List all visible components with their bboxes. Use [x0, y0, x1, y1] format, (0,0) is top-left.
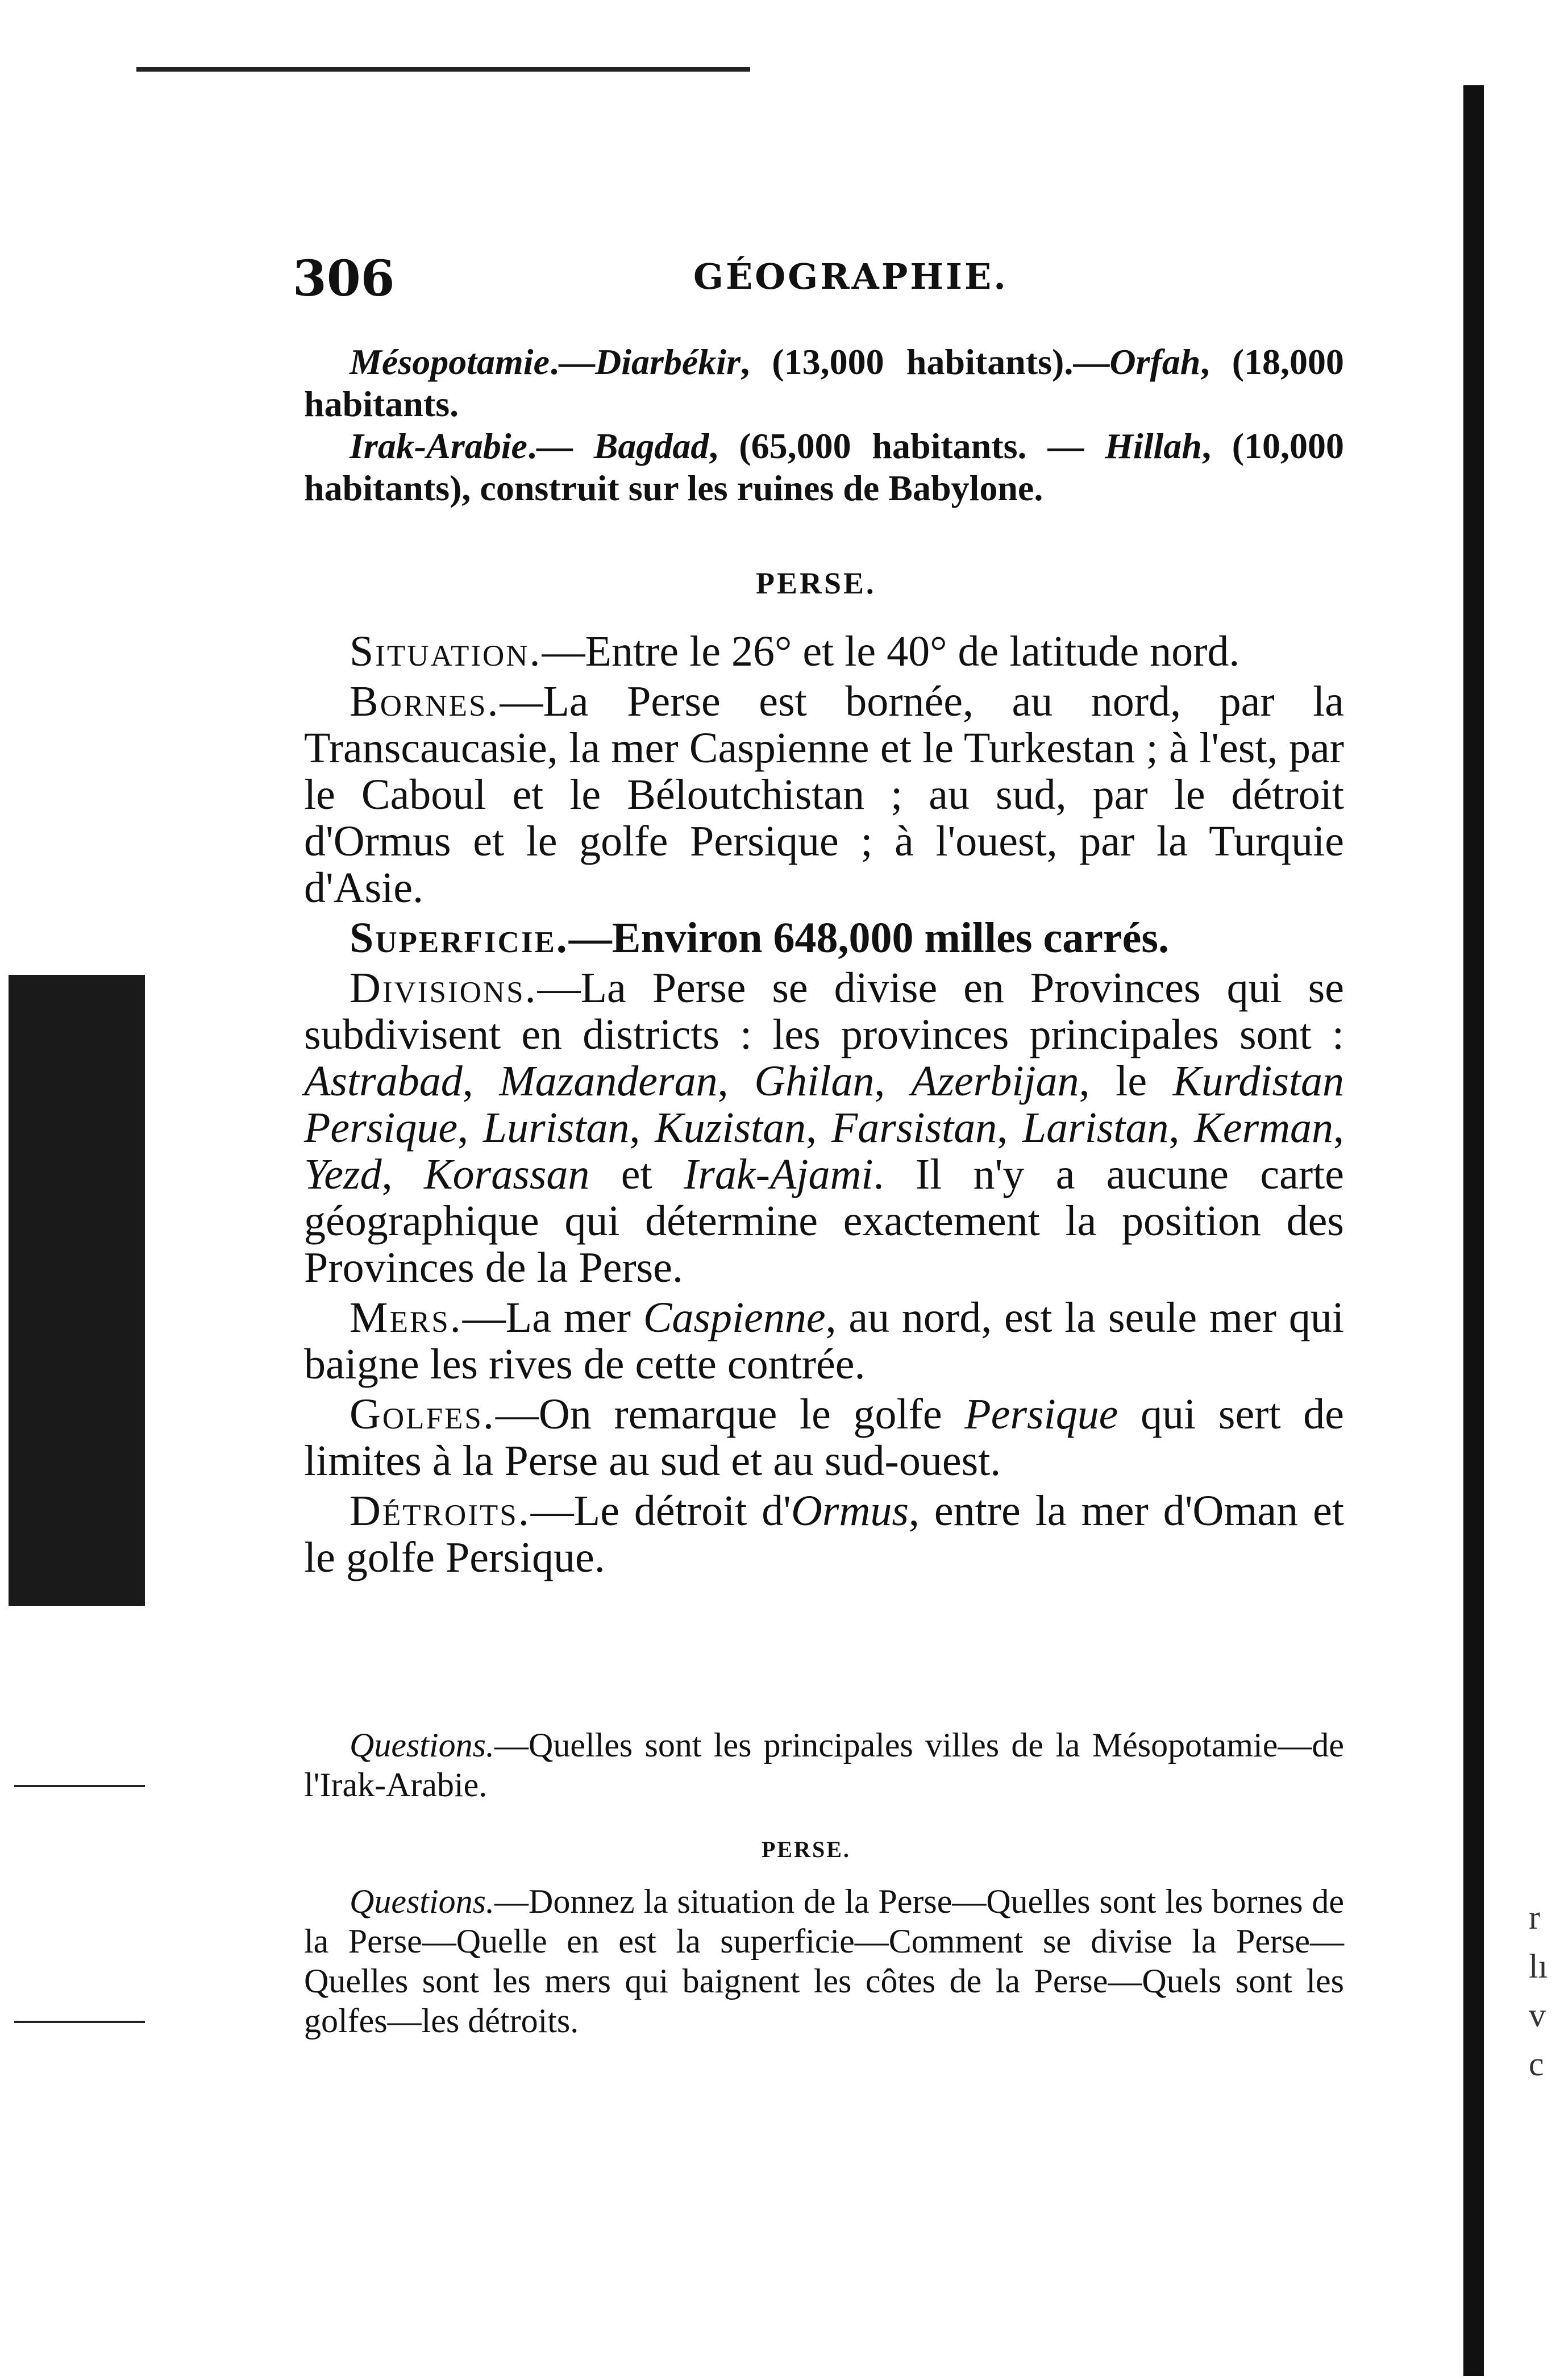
province: Mazanderan — [499, 1057, 718, 1105]
binding-shadow-right — [1463, 85, 1484, 2376]
strait-name: Ormus — [791, 1487, 909, 1535]
province: Korassan — [423, 1150, 590, 1198]
bornes-paragraph — [304, 678, 1344, 911]
questions-text: —Quelles sont les principales villes de la Mésopotamie—de l'Irak-Arabie. — [304, 1726, 1344, 1804]
city-population: (18,000 habitants. — [304, 342, 1345, 424]
edge-letter: v — [1529, 1996, 1546, 2034]
questions-perse — [304, 1881, 1344, 2041]
province: Kurdistan Persique — [304, 1057, 1345, 1152]
paragraph-heading: Situation. — [350, 628, 542, 675]
gulf-name: Persique — [964, 1390, 1118, 1438]
region-name: Mésopotamie — [350, 342, 550, 382]
page-number: 306 — [293, 250, 395, 308]
region-name: Irak-Arabie — [350, 426, 527, 466]
running-title: GÉOGRAPHIE. — [693, 256, 1008, 297]
paragraph-text: —La mer — [462, 1294, 643, 1341]
paragraph-text: qui sert de limites à la Perse au sud et au sud-ouest. — [304, 1390, 1344, 1485]
questions-section-title: PERSE. — [762, 1837, 851, 1862]
mers-paragraph — [304, 1294, 1344, 1388]
edge-letter: r — [1529, 1899, 1540, 1936]
paragraph-heading: Détroits. — [350, 1487, 531, 1535]
city-list — [304, 341, 1344, 509]
margin-line-1 — [14, 1785, 145, 1787]
paragraph-heading: Mers. — [350, 1294, 463, 1341]
edge-letter: lı — [1529, 1947, 1548, 1985]
province: Kuzistan — [655, 1104, 806, 1152]
city-population: (10,000 habitants), construit sur les ruines de Babylone. — [304, 426, 1344, 508]
city-population: (13,000 habitants). — [772, 342, 1074, 382]
province: Kerman — [1194, 1104, 1334, 1152]
paragraph-text: —Environ 648,000 milles carrés. — [568, 914, 1169, 962]
province: Farsistan — [831, 1104, 997, 1152]
province: Irak-Ajami — [684, 1150, 873, 1198]
paragraph-text: —On remarque le golfe — [495, 1390, 965, 1438]
paragraph-text: —La Perse est bornée, au nord, par la Transcaucasie, la mer Caspienne et le Turkestan ; à l'est, par le Caboul et le Béloutchistan ; au sud, par le détroit d'Ormus et le golfe Persique ; à l'ouest, par la Turquie d'Asie. — [304, 678, 1344, 912]
questions-label: Questions. — [350, 1883, 494, 1920]
paragraph-text: —La Perse se divise en Provinces qui se subdivisent en districts : les provinces principales sont : — [304, 964, 1344, 1058]
paragraph-text: Il n'y a aucune carte géographique qui détermine exactement la position des Provinces de la Perse. — [304, 1150, 1344, 1291]
city-population: (65,000 habitants. — [739, 426, 1027, 466]
province: Astrabad — [304, 1057, 463, 1105]
province: Yezd — [304, 1150, 382, 1198]
province: Luristan — [482, 1104, 630, 1152]
questions-block — [304, 1725, 1344, 1805]
province: Laristan — [1022, 1104, 1169, 1152]
margin-line-2 — [14, 2021, 145, 2023]
mesopotamie-cities: Mésopotamie.—Diarbékir, (13,000 habitants).—Orfah, (18,000 habitants. — [304, 342, 1345, 424]
detroits-paragraph — [304, 1488, 1344, 1581]
city-name: Orfah — [1109, 342, 1201, 382]
province: Ghilan — [754, 1057, 875, 1105]
questions-label: Questions. — [350, 1726, 494, 1764]
perse-sections — [304, 628, 1344, 1584]
paragraph-heading: Divisions. — [350, 964, 538, 1012]
paragraph-heading: Golfes. — [350, 1390, 496, 1438]
questions-mesopotamie — [304, 1725, 1344, 1805]
divisions-paragraph: Divisions.—La Perse se divise en Provinces qui se subdivisent en districts : les provinces principales sont : Astrabad, Mazanderan, Ghilan, Azerbijan, le Kurdistan Persique, Luristan, Kuzistan, Farsistan, Laristan, Kerman, Yezd, Korassan et Irak-Ajami. Il n'y a aucune carte géographique qui détermine exactement la position des Provinces de la Perse. — [304, 964, 1345, 1291]
city-name: Hillah — [1105, 426, 1202, 466]
section-title: PERSE. — [756, 566, 876, 600]
paragraph-heading: Superficie. — [350, 914, 569, 962]
facing-page-edge — [1529, 1893, 1557, 2088]
edge-letter: c — [1529, 2045, 1544, 2083]
superficie-paragraph — [304, 915, 1344, 961]
sea-name: Caspienne — [643, 1294, 826, 1341]
top-rule — [136, 67, 750, 72]
binding-shadow-left — [9, 975, 145, 1606]
paragraph-heading: Bornes. — [350, 678, 500, 725]
province: Azerbijan — [911, 1057, 1079, 1105]
situation-paragraph — [304, 628, 1344, 675]
paragraph-text: , entre la mer d'Oman et le golfe Persique. — [304, 1487, 1344, 1581]
golfes-paragraph — [304, 1391, 1344, 1484]
city-name: Diarbékir — [594, 342, 741, 382]
questions-text: —Donnez la situation de la Perse—Quelles sont les bornes de la Perse—Quelle en est la superficie—Comment se divise la Perse—Quelles sont les mers qui baignent les côtes de la Perse—Quels sont les golfes—les détroits. — [304, 1883, 1344, 2040]
paragraph-text: —Le détroit d' — [530, 1487, 791, 1535]
city-name: Bagdad — [593, 426, 709, 466]
paragraph-text: —Entre le 26° et le 40° de latitude nord. — [542, 628, 1240, 675]
paragraph-text: , au nord, est la seule mer qui baigne les rives de cette contrée. — [304, 1294, 1344, 1388]
questions-block-perse — [304, 1881, 1344, 2041]
irak-cities: Irak-Arabie.— Bagdad, (65,000 habitants. — Hillah, (10,000 habitants), construit sur les ruines de Babylone. — [304, 426, 1344, 508]
